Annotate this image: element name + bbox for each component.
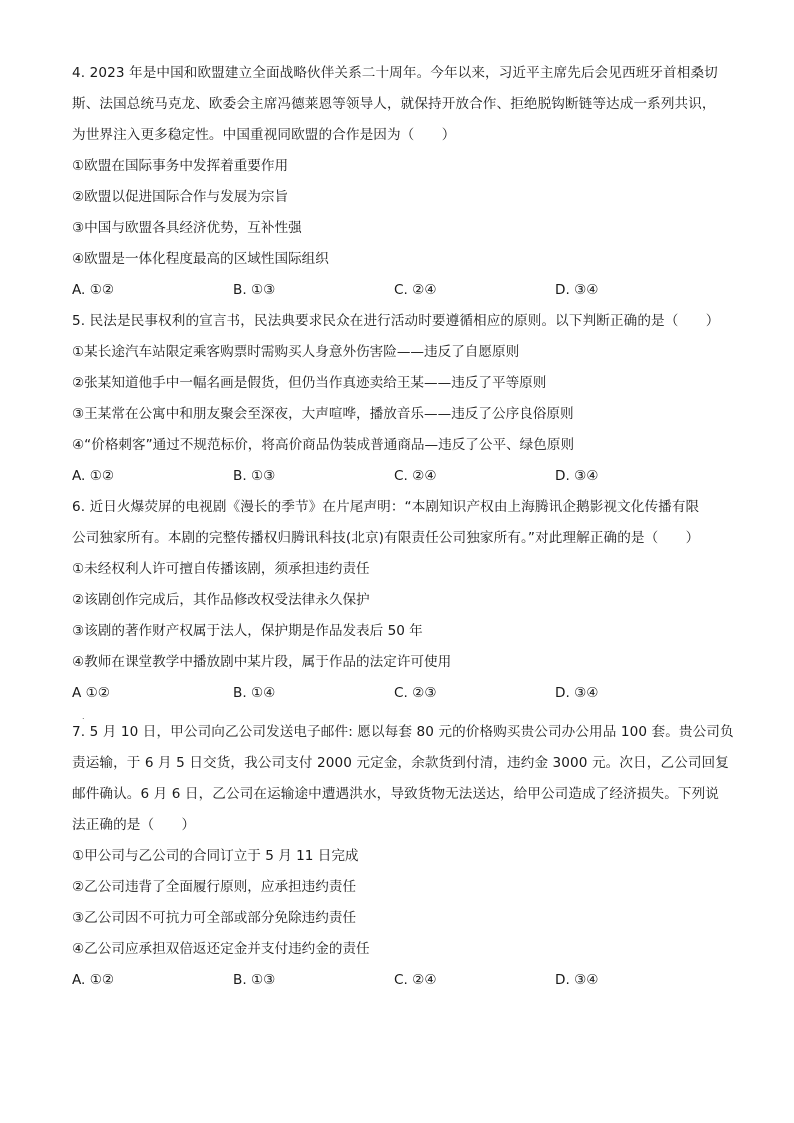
exam-page (72, 58, 732, 996)
statement-option: ③乙公司因不可抗力可全部或部分免除违约责任 (72, 910, 357, 926)
choice-d[interactable]: D. ③④ (555, 972, 599, 988)
question-7 (72, 717, 732, 996)
statement-option: ④乙公司应承担双倍返还定金并支付违约金的责任 (72, 941, 370, 957)
statement-option: ①某长途汽车站限定乘客购票时需购买人身意外伤害险——违反了自愿原则 (72, 344, 520, 360)
choice-a[interactable]: A. ①② (72, 972, 115, 988)
answer-choices (72, 965, 732, 996)
question-stem-line: 公司独家所有。本剧的完整传播权归腾讯科技(北京)有限责任公司独家所有。”对此理解正确的是（ ） (72, 530, 700, 546)
statement-option: ③该剧的著作财产权属于法人，保护期是作品发表后 50 年 (72, 623, 423, 639)
statement-option: ④“价格刺客”通过不规范标价，将高价商品伪装成普通商品—违反了公平、绿色原则 (72, 437, 575, 453)
question-stem-line: 7. 5 月 10 日，甲公司向乙公司发送电子邮件: 愿以每套 80 元的价格购买贵公司办公用品 100 套。贵公司负 (72, 724, 734, 740)
choice-b[interactable]: B. ①④ (233, 685, 276, 701)
statement-option: ③王某常在公寓中和朋友聚会至深夜，大声喧哗，播放音乐——违反了公序良俗原则 (72, 406, 574, 422)
spacer (72, 709, 732, 717)
statement-option: ①甲公司与乙公司的合同订立于 5 月 11 日完成 (72, 848, 359, 864)
choice-c[interactable]: C. ②④ (394, 282, 437, 298)
question-6 (72, 492, 732, 709)
answer-choices (72, 678, 732, 709)
statement-option: ②乙公司违背了全面履行原则，应承担违约责任 (72, 879, 357, 895)
question-stem-line: 责运输，于 6 月 5 日交货，我公司支付 2000 元定金，余款货到付清，违约金 3000 元。次日，乙公司回复 (72, 755, 729, 771)
choice-d[interactable]: D. ③④ (555, 282, 599, 298)
answer-choices (72, 461, 732, 492)
statement-option: ②该剧创作完成后，其作品修改权受法律永久保护 (72, 592, 370, 608)
choice-d[interactable]: D. ③④ (555, 468, 599, 484)
choice-b[interactable]: B. ①③ (233, 468, 276, 484)
statement-option: ③中国与欧盟各具经济优势，互补性强 (72, 220, 302, 236)
statement-option: ②张某知道他手中一幅名画是假货，但仍当作真迹卖给王某——违反了平等原则 (72, 375, 547, 391)
statement-option: ④教师在课堂教学中播放剧中某片段，属于作品的法定许可使用 (72, 654, 452, 670)
question-stem-line: 4. 2023 年是中国和欧盟建立全面战略伙伴关系二十周年。今年以来，习近平主席先后会见西班牙首相桑切 (72, 65, 718, 81)
choice-b[interactable]: B. ①③ (233, 972, 276, 988)
question-stem-line: 邮件确认。6 月 6 日，乙公司在运输途中遭遇洪水，导致货物无法送达，给甲公司造成了经济损失。下列说 (72, 786, 719, 802)
choice-a[interactable]: A. ①② (72, 282, 115, 298)
choice-c[interactable]: C. ②③ (394, 685, 437, 701)
statement-option: ④欧盟是一体化程度最高的区域性国际组织 (72, 251, 329, 267)
question-stem-line: 为世界注入更多稳定性。中国重视同欧盟的合作是因为（ ） (72, 127, 456, 143)
statement-option: ②欧盟以促进国际合作与发展为宗旨 (72, 189, 289, 205)
question-stem-line: 斯、法国总统马克龙、欧委会主席冯德莱恩等领导人，就保持开放合作、拒绝脱钩断链等达成一系列共识， (72, 96, 716, 112)
stray-dot-mark: . (82, 712, 85, 721)
choice-c[interactable]: C. ②④ (394, 972, 437, 988)
answer-choices (72, 275, 732, 306)
choice-b[interactable]: B. ①③ (233, 282, 276, 298)
question-stem-line: 5. 民法是民事权利的宣言书，民法典要求民众在进行活动时要遵循相应的原则。以下判断正确的是（ ） (72, 313, 720, 329)
question-stem-line: 法正确的是（ ） (72, 817, 196, 833)
choice-c[interactable]: C. ②④ (394, 468, 437, 484)
statement-option: ①未经权利人许可擅自传播该剧，须承担违约责任 (72, 561, 370, 577)
choice-a[interactable]: A ①② (72, 685, 110, 701)
question-5 (72, 306, 732, 492)
choice-a[interactable]: A. ①② (72, 468, 115, 484)
question-stem-line: 6. 近日火爆荧屏的电视剧《漫长的季节》在片尾声明：“本剧知识产权由上海腾讯企鹅影视文化传播有限 (72, 499, 700, 515)
statement-option: ①欧盟在国际事务中发挥着重要作用 (72, 158, 289, 174)
choice-d[interactable]: D. ③④ (555, 685, 599, 701)
question-4 (72, 58, 732, 306)
